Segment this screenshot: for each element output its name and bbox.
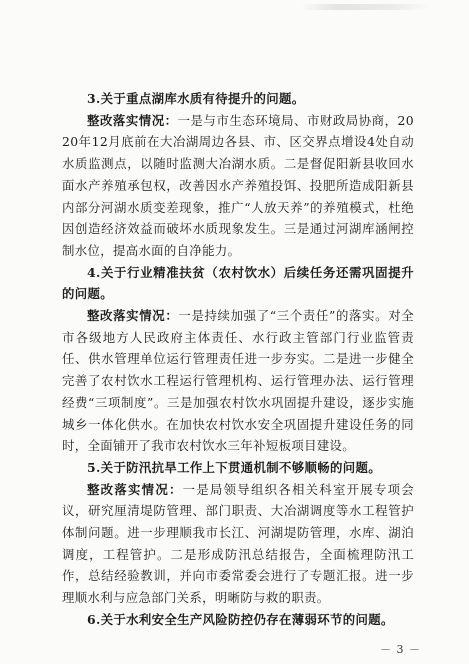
- section-text-4: 一是持续加强了“三个责任”的落实。对全市各级地方人民政府主体责任、水行政主管部门行业监管责任、供水管理单位运行管理责任进一步夯实。二是进一步健全完善了农村饮水工程运行管理机构、运行管理办法、运行管理经费“三项制度”。三是加强农村饮水巩固提升建设，逐步实施城乡一体化供水。在加快农村饮水安全巩固提升建设任务的同时，全面铺开了我市农村饮水三年补短板项目建设。: [62, 308, 414, 454]
- page-number: － 3 －: [380, 643, 421, 656]
- scan-artifact: [300, 4, 430, 10]
- section-lead-5: 整改落实情况：: [87, 481, 183, 497]
- section-heading-6: 6.关于水利安全生产风险防控仍存在薄弱环节的问题。: [87, 611, 394, 627]
- section-paragraph-4: [62, 305, 414, 457]
- document-body: [62, 88, 414, 631]
- section-heading-3: 3.关于重点湖库水质有待提升的问题。: [87, 91, 305, 106]
- section-lead-3: 整改落实情况：: [87, 112, 178, 128]
- section-paragraph-3: [62, 110, 414, 262]
- section-paragraph-5: [62, 479, 414, 609]
- section-heading-5: 5.关于防汛抗旱工作上下贯通机制不够顺畅的问题。: [87, 459, 381, 475]
- section-text-5: 一是局领导组织各相关科室开展专项会议，研究厘清堤防管理、部门职责、大冶湖调度等水工程管护体制问题。进一步理顺我市长江、河湖堤防管理，水库、湖泊调度，工程管护。二是形成防汛总结报告，全面梳理防汛工作，总结经验教训，并向市委常委会进行了专题汇报。进一步理顺水利与应急部门关系，明晰防与救的职责。: [62, 481, 415, 606]
- section-lead-4: 整改落实情况：: [87, 308, 179, 324]
- section-heading-4: 4.关于行业精准扶贫（农村饮水）后续任务还需巩固提升的问题。: [62, 264, 414, 302]
- section-text-3: 一是与市生态环境局、市财政局协商，2020年12月底前在大冶湖周边各县、市、区交界点增设4处自动水质监测点，以随时监测大冶湖水质。二是督促阳新县收回水面水产养殖承包权，改善因水产养殖投饵、投肥所造成阳新县内部分河湖水质变差现象，推广“人放天养”的养殖模式，杜绝因创造经济效益而破坏水质现象发生。三是通过河湖库涵闸控制水位，提高水面的自净能力。: [62, 112, 414, 258]
